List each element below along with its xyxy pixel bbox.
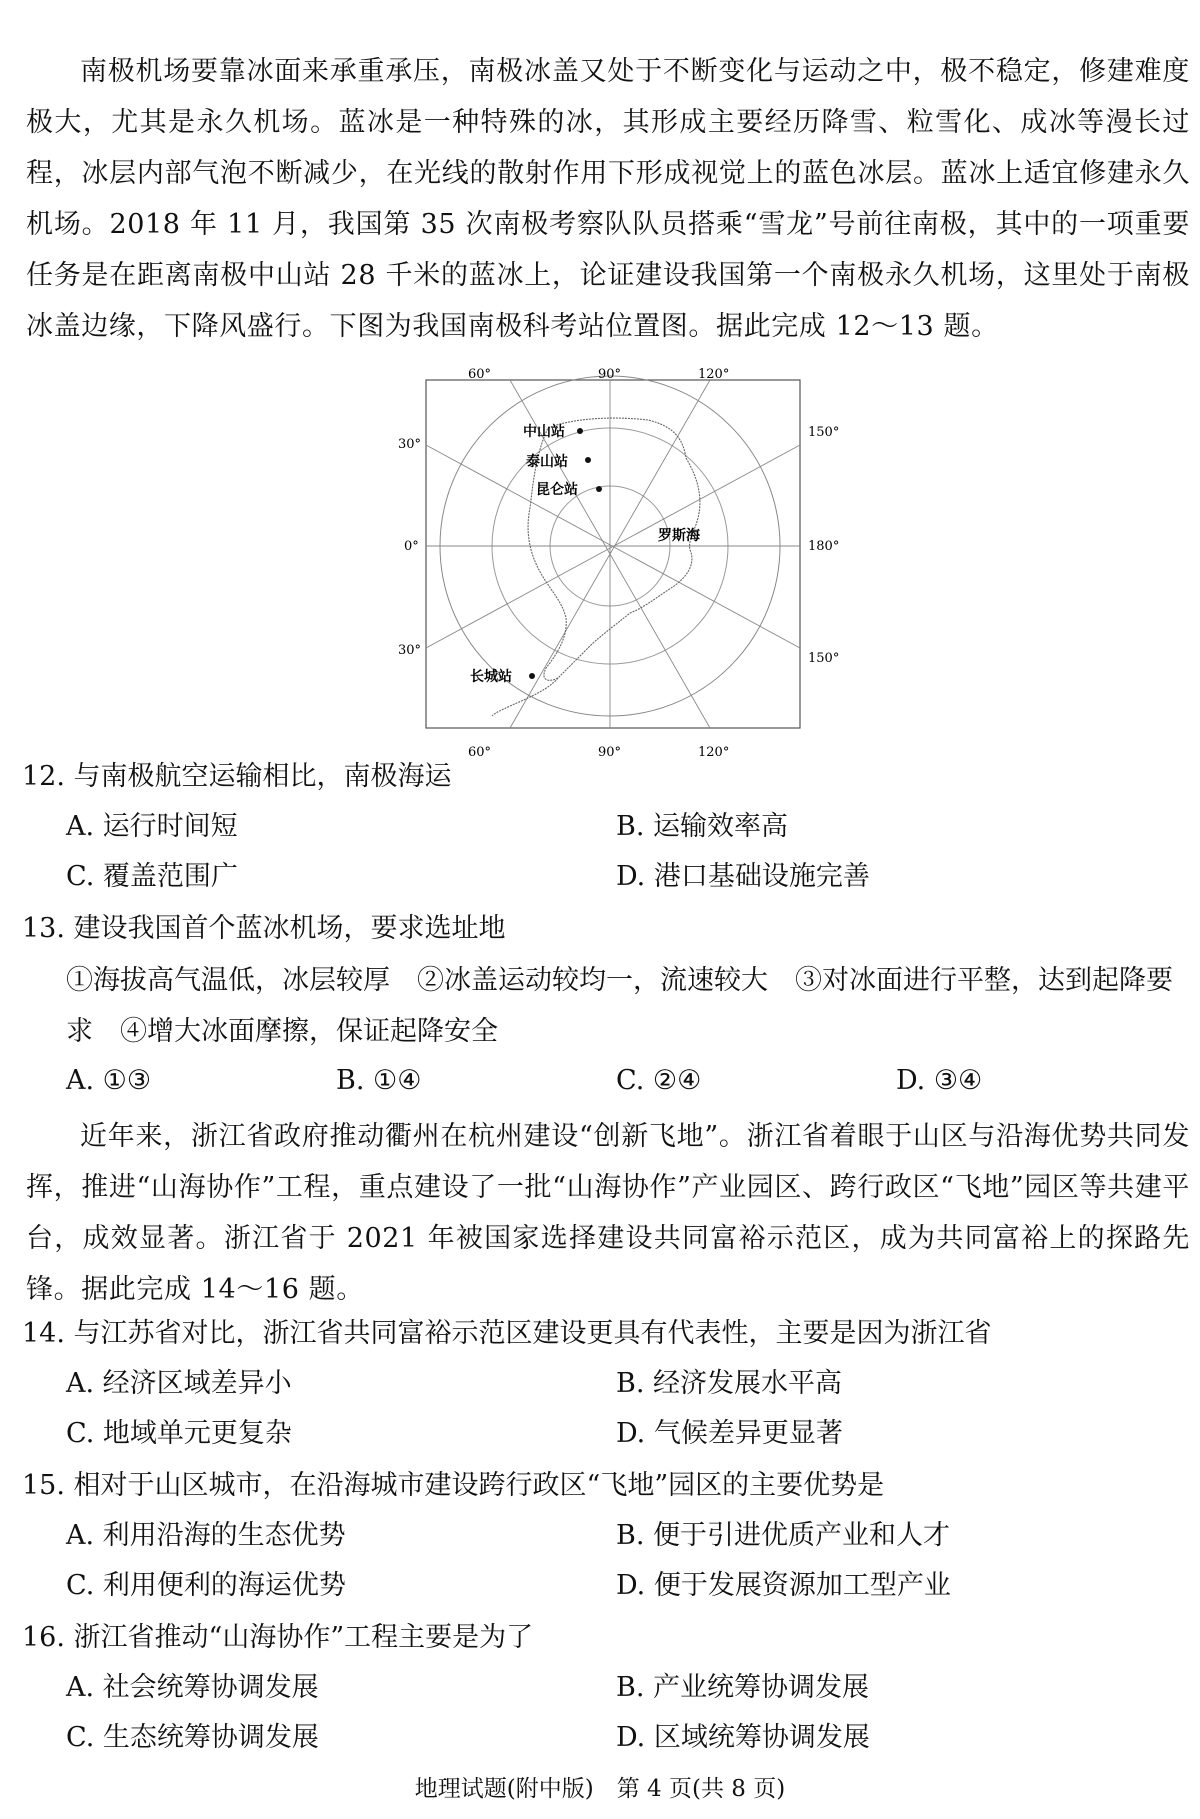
antarctic-station-map bbox=[398, 368, 858, 762]
label-right-150-bottom: 150° bbox=[808, 651, 840, 666]
q14-option-c[interactable]: C. 地域单元更复杂 bbox=[66, 1418, 292, 1449]
label-bottom-90: 90° bbox=[598, 745, 622, 760]
label-top-120: 120° bbox=[698, 368, 730, 382]
question-13-stem: 13. 建设我国首个蓝冰机场，要求选址地 bbox=[22, 913, 506, 944]
q13-option-d[interactable]: D. ③④ bbox=[896, 1065, 983, 1096]
label-right-150-top: 150° bbox=[808, 425, 840, 440]
station-zhongshan-dot bbox=[577, 428, 583, 434]
station-zhongshan bbox=[523, 423, 583, 440]
label-left-0: 0° bbox=[404, 539, 419, 554]
q12-option-a[interactable]: A. 运行时间短 bbox=[66, 811, 238, 842]
label-bottom-60: 60° bbox=[468, 745, 492, 760]
station-kunlun bbox=[536, 481, 602, 498]
question-15-stem: 15. 相对于山区城市，在沿海城市建设跨行政区“飞地”园区的主要优势是 bbox=[22, 1470, 885, 1501]
q16-option-b[interactable]: B. 产业统筹协调发展 bbox=[616, 1672, 870, 1703]
station-taishan-dot bbox=[585, 457, 591, 463]
station-changcheng-label: 长城站 bbox=[470, 669, 512, 685]
question-14-stem: 14. 与江苏省对比，浙江省共同富裕示范区建设更具有代表性，主要是因为浙江省 bbox=[22, 1318, 992, 1349]
question-12-stem: 12. 与南极航空运输相比，南极海运 bbox=[22, 761, 452, 792]
q15-option-d[interactable]: D. 便于发展资源加工型产业 bbox=[616, 1570, 951, 1601]
q12-option-d[interactable]: D. 港口基础设施完善 bbox=[616, 861, 870, 892]
label-top-90: 90° bbox=[598, 368, 622, 382]
q12-option-b[interactable]: B. 运输效率高 bbox=[616, 811, 789, 842]
page-footer: 地理试题(附中版) 第 4 页(共 8 页) bbox=[414, 1776, 786, 1802]
label-left-30-top: 30° bbox=[398, 437, 422, 452]
label-bottom-120: 120° bbox=[698, 745, 730, 760]
station-kunlun-dot bbox=[596, 486, 602, 492]
q13-option-c[interactable]: C. ②④ bbox=[616, 1065, 702, 1096]
intro-paragraph-1: 南极机场要靠冰面来承重承压，南极冰盖又处于不断变化与运动之中，极不稳定，修建难度极大，尤其是永久机场。蓝冰是一种特殊的冰，其形成主要经历降雪、粒雪化、成冰等漫长过程，冰层内部气泡不断减少，在光线的散射作用下形成视觉上的蓝色冰层。蓝冰上适宜修建永久机场。2018 年 11 月，我国第 35 次南极考察队队员搭乘“雪龙”号前往南极，其中的一项重要任务是在距离南极中山站 28 千米的蓝冰上，论证建设我国第一个南极永久机场，这里处于南极冰盖边缘，下降风盛行。下图为我国南极科考站位置图。据此完成 12～13 题。 bbox=[26, 56, 1190, 342]
q15-option-a[interactable]: A. 利用沿海的生态优势 bbox=[66, 1520, 346, 1551]
q13-option-b[interactable]: B. ①④ bbox=[336, 1065, 422, 1096]
label-right-180: 180° bbox=[808, 539, 840, 554]
q16-option-a[interactable]: A. 社会统筹协调发展 bbox=[66, 1672, 319, 1703]
station-taishan bbox=[526, 453, 591, 470]
q16-option-c[interactable]: C. 生态统筹协调发展 bbox=[66, 1722, 319, 1753]
q15-option-b[interactable]: B. 便于引进优质产业和人才 bbox=[616, 1520, 951, 1551]
intro-paragraph-2: 近年来，浙江省政府推动衢州在杭州建设“创新飞地”。浙江省着眼于山区与沿海优势共同发挥，推进“山海协作”工程，重点建设了一批“山海协作”产业园区、跨行政区“飞地”园区等共建平台，成效显著。浙江省于 2021 年被国家选择建设共同富裕示范区，成为共同富裕上的探路先锋。据此完成 14～16 题。 bbox=[26, 1121, 1190, 1305]
q13-option-a[interactable]: A. ①③ bbox=[66, 1065, 152, 1096]
station-zhongshan-label: 中山站 bbox=[523, 424, 565, 440]
station-changcheng-dot bbox=[529, 673, 535, 679]
q14-option-a[interactable]: A. 经济区域差异小 bbox=[66, 1368, 292, 1399]
q14-option-d[interactable]: D. 气候差异更显著 bbox=[616, 1418, 843, 1449]
station-changcheng bbox=[470, 668, 535, 685]
station-kunlun-label: 昆仑站 bbox=[536, 482, 578, 498]
ross-sea-label: 罗斯海 bbox=[658, 528, 700, 544]
label-left-30-bottom: 30° bbox=[398, 643, 422, 658]
q15-option-c[interactable]: C. 利用便利的海运优势 bbox=[66, 1570, 346, 1601]
q13-statements: ①海拔高气温低，冰层较厚 ②冰盖运动较均一，流速较大 ③对冰面进行平整，达到起降要求 ④增大冰面摩擦，保证起降安全 bbox=[66, 965, 1173, 1047]
q16-option-d[interactable]: D. 区域统筹协调发展 bbox=[616, 1722, 870, 1753]
station-taishan-label: 泰山站 bbox=[526, 454, 568, 470]
label-top-60: 60° bbox=[468, 368, 492, 382]
q12-option-c[interactable]: C. 覆盖范围广 bbox=[66, 861, 238, 892]
q14-option-b[interactable]: B. 经济发展水平高 bbox=[616, 1368, 843, 1399]
question-16-stem: 16. 浙江省推动“山海协作”工程主要是为了 bbox=[22, 1622, 534, 1653]
